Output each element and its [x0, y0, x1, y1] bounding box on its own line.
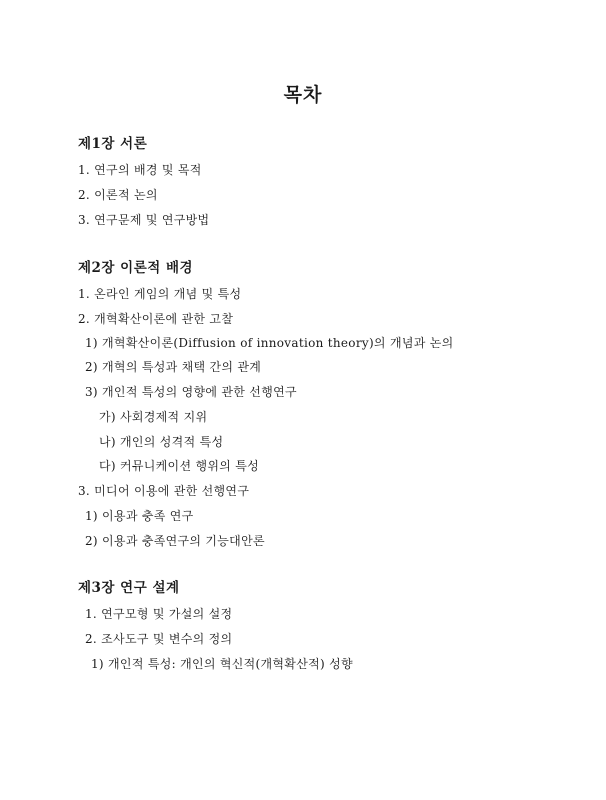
toc-entry: 1) 개인적 특성: 개인의 혁신적(개혁확산적) 성향: [91, 657, 353, 671]
page-title: 목차: [283, 84, 323, 106]
toc-entry: 1) 개혁확산이론(Diffusion of innovation theory)의 개념과 논의: [85, 336, 454, 350]
toc-entry: 2. 이론적 논의: [78, 188, 158, 202]
toc-entry: 1) 이용과 충족 연구: [85, 509, 194, 523]
toc-entry: 가) 사회경제적 지위: [99, 410, 208, 424]
toc-entry: 3. 연구문제 및 연구방법: [78, 213, 210, 227]
toc-entry: 2) 이용과 충족연구의 기능대안론: [85, 534, 265, 548]
chapter-2-heading: 제2장 이론적 배경: [78, 260, 194, 276]
toc-entry: 나) 개인의 성격적 특성: [99, 435, 224, 449]
chapter-1-heading: 제1장 서론: [78, 136, 148, 152]
chapter-3-heading: 제3장 연구 설계: [78, 580, 180, 596]
toc-entry: 1. 연구모형 및 가설의 설정: [85, 607, 233, 621]
toc-entry: 1. 온라인 게임의 개념 및 특성: [78, 287, 242, 301]
toc-entry: 2. 개혁확산이론에 관한 고찰: [78, 312, 234, 326]
toc-entry: 1. 연구의 배경 및 목적: [78, 163, 202, 177]
toc-entry: 다) 커뮤니케이션 행위의 특성: [99, 459, 260, 473]
toc-entry: 3) 개인적 특성의 영향에 관한 선행연구: [85, 385, 297, 399]
toc-entry: 2) 개혁의 특성과 채택 간의 관계: [85, 360, 262, 374]
toc-entry: 3. 미디어 이용에 관한 선행연구: [78, 484, 250, 498]
toc-entry: 2. 조사도구 및 변수의 정의: [85, 632, 233, 646]
